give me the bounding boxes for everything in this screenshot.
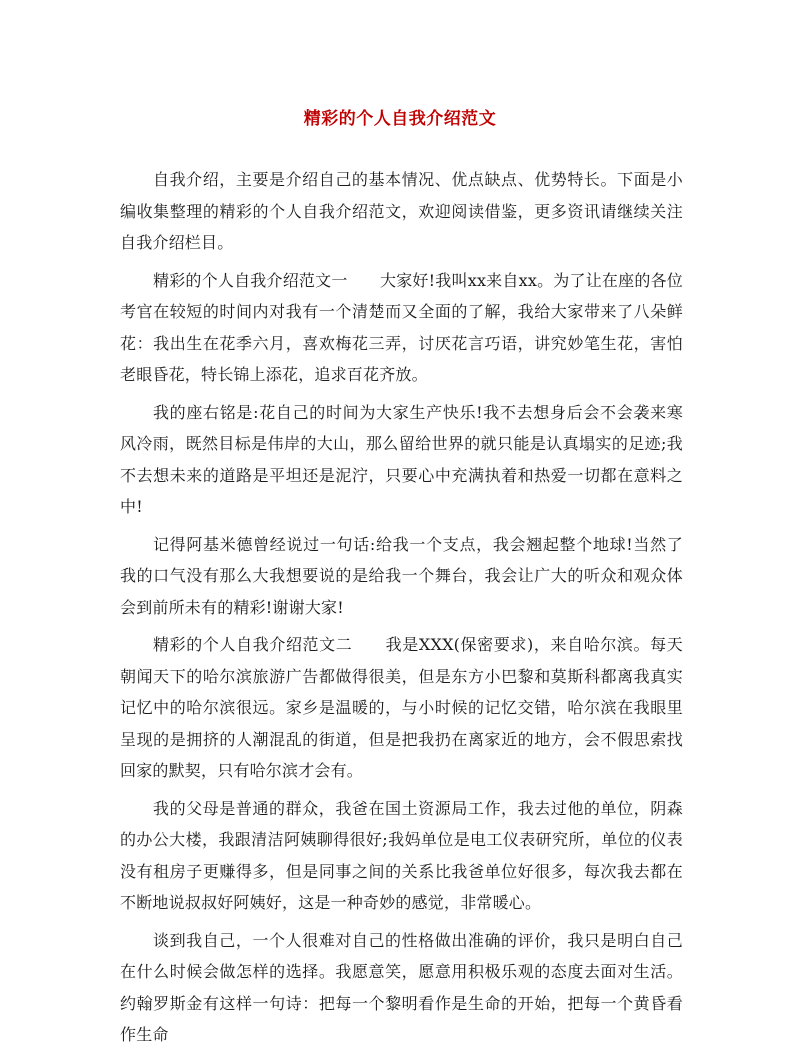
- document-title: 精彩的个人自我介绍范文: [303, 109, 497, 129]
- paragraph-motto: 我的座右铭是:花自己的时间为大家生产快乐!我不去想身后会不会袭来寒风冷雨，既然目标是伟岸的大山，那么留给世界的就只能是认真塌实的足迹;我不去想未来的道路是平坦还是泥泞，只要心中充满执着和热爱一切都在意料之中!: [120, 402, 683, 516]
- paragraph-self: 谈到我自己，一个人很难对自己的性格做出准确的评价，我只是明白自己在什么时候会做怎样的选择。我愿意笑，愿意用积极乐观的态度去面对生活。约翰罗斯金有这样一句诗：把每一个黎明看作是生命的开始，把每一个黄昏看作生命: [120, 930, 683, 1044]
- paragraph-sample-one: 精彩的个人自我介绍范文一 大家好!我叫xx来自xx。为了让在座的各位考官在较短的时间内对我有一个清楚而又全面的了解，我给大家带来了八朵鲜花：我出生在花季六月，喜欢梅花三弄，讨厌花言巧语，讲究妙笔生花，害怕老眼昏花，特长锦上添花，追求百花齐放。: [120, 270, 683, 384]
- paragraph-archimedes: 记得阿基米德曾经说过一句话:给我一个支点，我会翘起整个地球!当然了我的口气没有那么大我想要说的是给我一个舞台，我会让广大的听众和观众体会到前所未有的精彩!谢谢大家!: [120, 534, 683, 617]
- document-body: [120, 164, 683, 1057]
- paragraph-parents: 我的父母是普通的群众，我爸在国土资源局工作，我去过他的单位，阴森的办公大楼，我跟清洁阿姨聊得很好;我妈单位是电工仪表研究所，单位的仪表没有租房子更赚得多，但是同事之间的关系比我爸单位好很多，每次我去都在不断地说叔叔好阿姨好，这是一种奇妙的感觉，非常暖心。: [120, 798, 683, 912]
- paragraph-sample-two: 精彩的个人自我介绍范文二 我是XXX(保密要求)，来自哈尔滨。每天朝闻天下的哈尔滨旅游广告都做得很美，但是东方小巴黎和莫斯科都离我真实记忆中的哈尔滨很远。家乡是温暖的，与小时候的记忆交错，哈尔滨在我眼里呈现的是拥挤的人潮混乱的街道，但是把我扔在离家近的地方，会不假思索找回家的默契，只有哈尔滨才会有。: [120, 635, 683, 780]
- paragraph-intro: 自我介绍，主要是介绍自己的基本情况、优点缺点、优势特长。下面是小编收集整理的精彩的个人自我介绍范文，欢迎阅读借鉴，更多资讯请继续关注自我介绍栏目。: [120, 170, 683, 252]
